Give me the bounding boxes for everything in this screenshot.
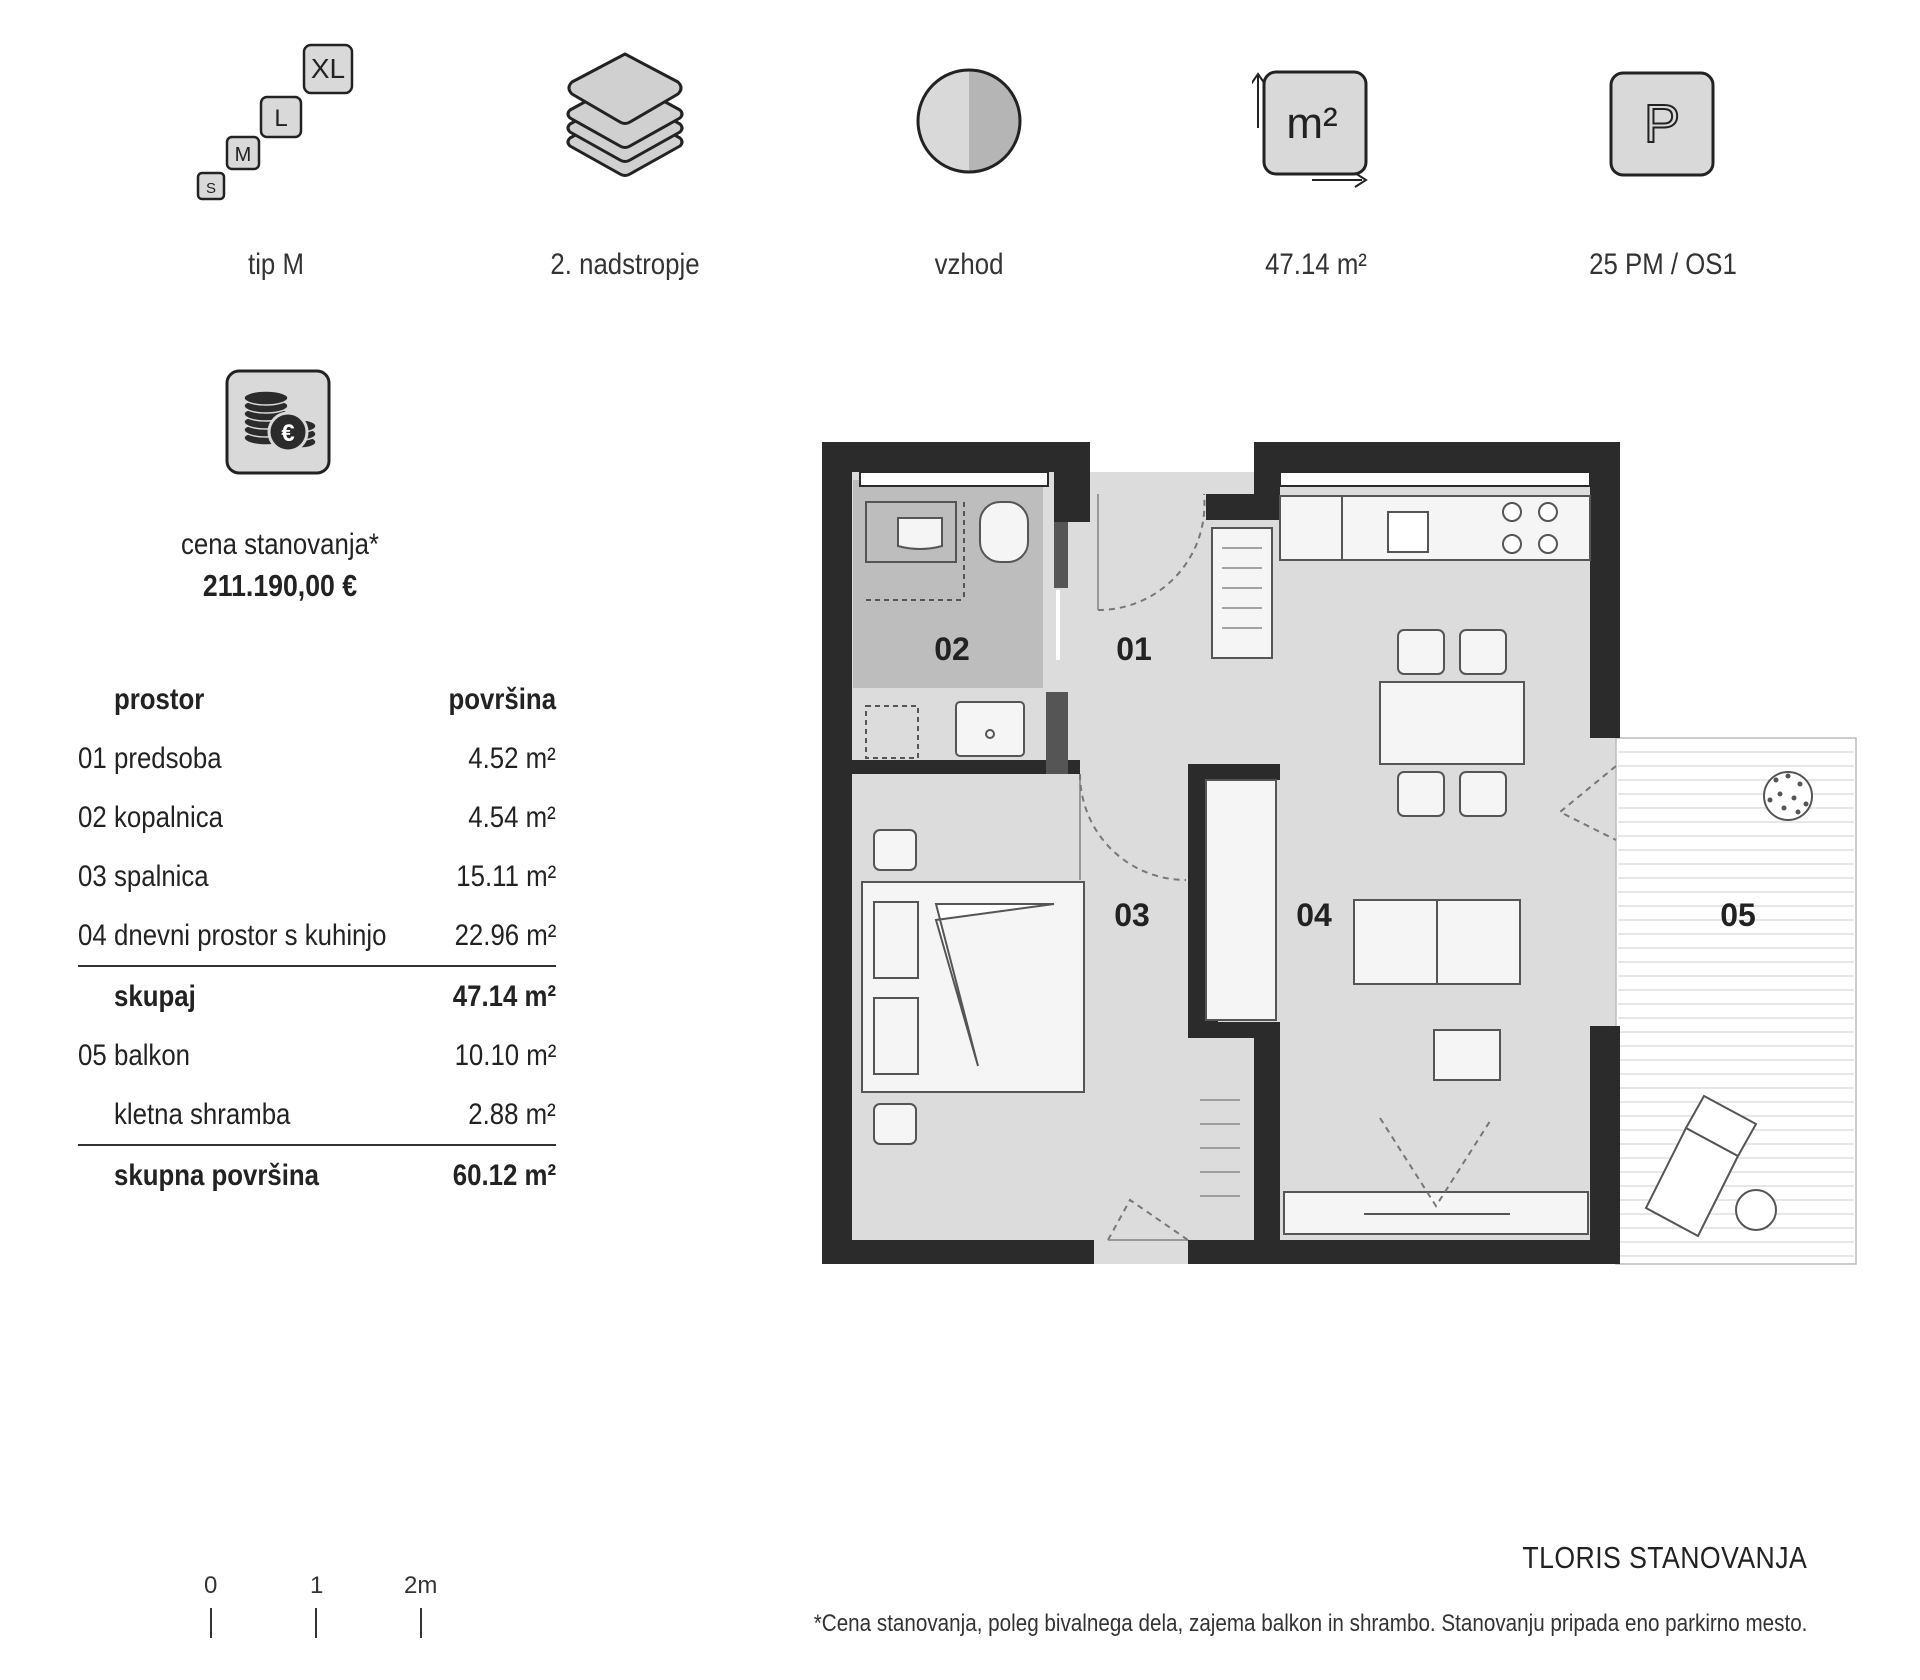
- row-number: 01: [78, 741, 107, 775]
- row-name: dnevni prostor s kuhinjo: [114, 918, 387, 952]
- footnote: *Cena stanovanja, poleg bivalnega dela, zajema balkon in shrambo. Stanovanju pripada eno parkirno mesto.: [813, 1610, 1807, 1637]
- size-l-text: L: [274, 105, 288, 132]
- header-space: prostor: [114, 682, 205, 716]
- row-number: 02: [78, 800, 107, 834]
- header-area: površina: [448, 682, 556, 716]
- scale-tick: [210, 1608, 212, 1638]
- row-area: 15.11 m²: [456, 859, 556, 893]
- subtotal-area: 47.14 m²: [452, 979, 556, 1013]
- floor-label: 2. nadstropje: [550, 248, 700, 281]
- scale-tick: [420, 1608, 422, 1638]
- row-number: 03: [78, 859, 107, 893]
- room-label-01: 01: [1116, 631, 1152, 667]
- room-label-04: 04: [1296, 897, 1332, 933]
- scale-label-1: 1: [310, 1572, 324, 1599]
- row-area: 4.52 m²: [468, 741, 556, 775]
- price-label: cena stanovanja*: [181, 528, 379, 561]
- parking-icon-text: P: [1643, 94, 1681, 154]
- size-xl-text: XL: [310, 53, 346, 84]
- room-label-05: 05: [1720, 897, 1756, 933]
- row-name: kopalnica: [114, 800, 224, 834]
- row-area: 2.88 m²: [468, 1097, 556, 1131]
- parking-label: 25 PM / OS1: [1589, 248, 1737, 281]
- size-s-text: S: [205, 180, 217, 197]
- subtotal-name: skupaj: [114, 979, 196, 1013]
- row-area: 22.96 m²: [454, 918, 556, 952]
- row-name: spalnica: [114, 859, 209, 893]
- scale-label-0: 0: [204, 1572, 218, 1599]
- row-name: kletna shramba: [114, 1097, 291, 1131]
- row-area: 4.54 m²: [468, 800, 556, 834]
- orientation-label: vzhod: [934, 248, 1004, 281]
- area-label: 47.14 m²: [1265, 248, 1367, 281]
- m2-icon-text: m²: [1286, 99, 1338, 148]
- bedroom-wardrobe: [1206, 780, 1276, 1020]
- row-number: 04: [78, 918, 107, 952]
- total-name: skupna površina: [114, 1158, 320, 1192]
- row-number: 05: [78, 1038, 107, 1072]
- type-label: tip M: [248, 248, 304, 281]
- room-label-03: 03: [1114, 897, 1150, 933]
- kitchen-counter: [1280, 496, 1590, 560]
- scale-label-2m: 2m: [404, 1572, 438, 1599]
- total-area: 60.12 m²: [452, 1158, 556, 1192]
- row-area: 10.10 m²: [454, 1038, 556, 1072]
- row-name: predsoba: [114, 741, 222, 775]
- scale-tick: [315, 1608, 317, 1638]
- svg-text:€: €: [281, 420, 295, 447]
- room-label-02: 02: [934, 631, 970, 667]
- plan-title: TLORIS STANOVANJA: [1522, 1540, 1807, 1575]
- size-m-text: M: [234, 144, 252, 166]
- row-name: balkon: [114, 1038, 191, 1072]
- price-value: 211.190,00 €: [202, 568, 358, 603]
- balcony-floor: [1616, 738, 1856, 1264]
